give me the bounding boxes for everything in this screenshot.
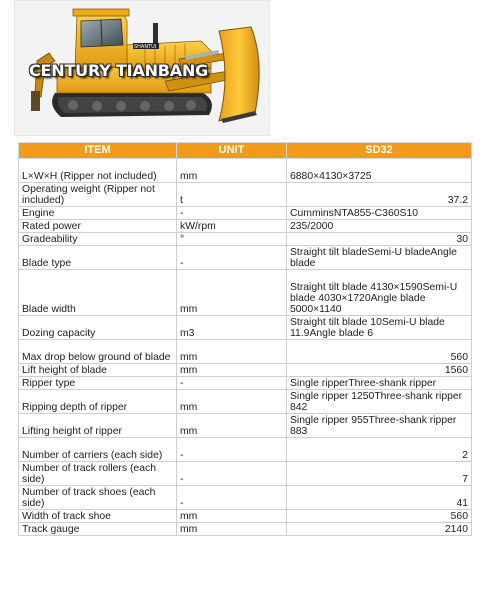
spec-item-cell: Rated power [19,220,177,233]
header-unit: UNIT [177,143,287,159]
spec-value-cell: Single ripper 955Three-shank ripper 883 [287,414,472,438]
table-row [19,364,472,377]
spec-item-cell: Track gauge [19,523,177,536]
spec-unit-cell: t [177,183,287,207]
spec-item-cell: Engine [19,207,177,220]
spec-item-cell: Lifting height of ripper [19,414,177,438]
spec-item-cell: Lift height of blade [19,364,177,377]
watermark-text: CENTURY TIANBANG [29,61,209,80]
table-row [19,159,472,183]
table-body [19,159,472,536]
spec-unit-cell: mm [177,364,287,377]
spec-unit-cell: mm [177,523,287,536]
table-row [19,183,472,207]
spec-item-cell: L×W×H (Ripper not included) [19,159,177,183]
spec-unit-cell: mm [177,510,287,523]
spec-value-cell: 560 [287,340,472,364]
spec-item-cell: Number of carriers (each side) [19,438,177,462]
header-value: SD32 [287,143,472,159]
spec-value-cell: 2140 [287,523,472,536]
table-row [19,438,472,462]
spec-item-cell: Operating weight (Ripper not included) [19,183,177,207]
table-row [19,270,472,316]
spec-unit-cell: mm [177,159,287,183]
spec-item-cell: Number of track shoes (each side) [19,486,177,510]
machine-label: SHANTUI [134,44,157,50]
spec-value-cell: 7 [287,462,472,486]
spec-value-cell: 235/2000 [287,220,472,233]
spec-unit-cell: kW/rpm [177,220,287,233]
spec-unit-cell: - [177,462,287,486]
spec-item-cell: Ripper type [19,377,177,390]
spec-value-cell: Single ripper 1250Three-shank ripper 842 [287,390,472,414]
table-row [19,207,472,220]
table-row [19,486,472,510]
spec-value-cell: 2 [287,438,472,462]
spec-value-cell: 6880×4130×3725 [287,159,472,183]
spec-unit-cell: - [177,486,287,510]
spec-item-cell: Blade type [19,246,177,270]
spec-unit-cell: - [177,438,287,462]
spec-unit-cell: ° [177,233,287,246]
product-image [14,0,270,136]
table-row [19,510,472,523]
spec-value-cell: Straight tilt blade 4130×1590Semi-U blade 4030×1720Angle blade 5000×1140 [287,270,472,316]
spec-unit-cell: - [177,377,287,390]
spec-item-cell: Blade width [19,270,177,316]
spec-unit-cell: - [177,207,287,220]
table-row [19,390,472,414]
spec-value-cell: 1560 [287,364,472,377]
spec-unit-cell: mm [177,414,287,438]
table-row [19,233,472,246]
table-row [19,414,472,438]
table-row [19,523,472,536]
spec-value-cell: Straight tilt bladeSemi-U bladeAngle blade [287,246,472,270]
spec-unit-cell: mm [177,390,287,414]
spec-value-cell: Straight tilt blade 10Semi-U blade 11.9Angle blade 6 [287,316,472,340]
spec-item-cell: Width of track shoe [19,510,177,523]
table-row [19,340,472,364]
table-row [19,220,472,233]
spec-value-cell: CumminsNTA855-C360S10 [287,207,472,220]
table-header-row [19,143,472,159]
spec-item-cell: Number of track rollers (each side) [19,462,177,486]
table-row [19,316,472,340]
spec-item-cell: Gradeability [19,233,177,246]
specs-table [18,142,472,536]
spec-unit-cell: m3 [177,316,287,340]
spec-value-cell: 37.2 [287,183,472,207]
spec-item-cell: Ripping depth of ripper [19,390,177,414]
spec-unit-cell: - [177,246,287,270]
spec-value-cell: 41 [287,486,472,510]
spec-value-cell: Single ripperThree-shank ripper [287,377,472,390]
spec-item-cell: Dozing capacity [19,316,177,340]
spec-value-cell: 30 [287,233,472,246]
spec-unit-cell: mm [177,340,287,364]
table-row [19,246,472,270]
header-item: ITEM [19,143,177,159]
table-row [19,377,472,390]
spec-value-cell: 560 [287,510,472,523]
spec-item-cell: Max drop below ground of blade [19,340,177,364]
spec-unit-cell: mm [177,270,287,316]
table-row [19,462,472,486]
